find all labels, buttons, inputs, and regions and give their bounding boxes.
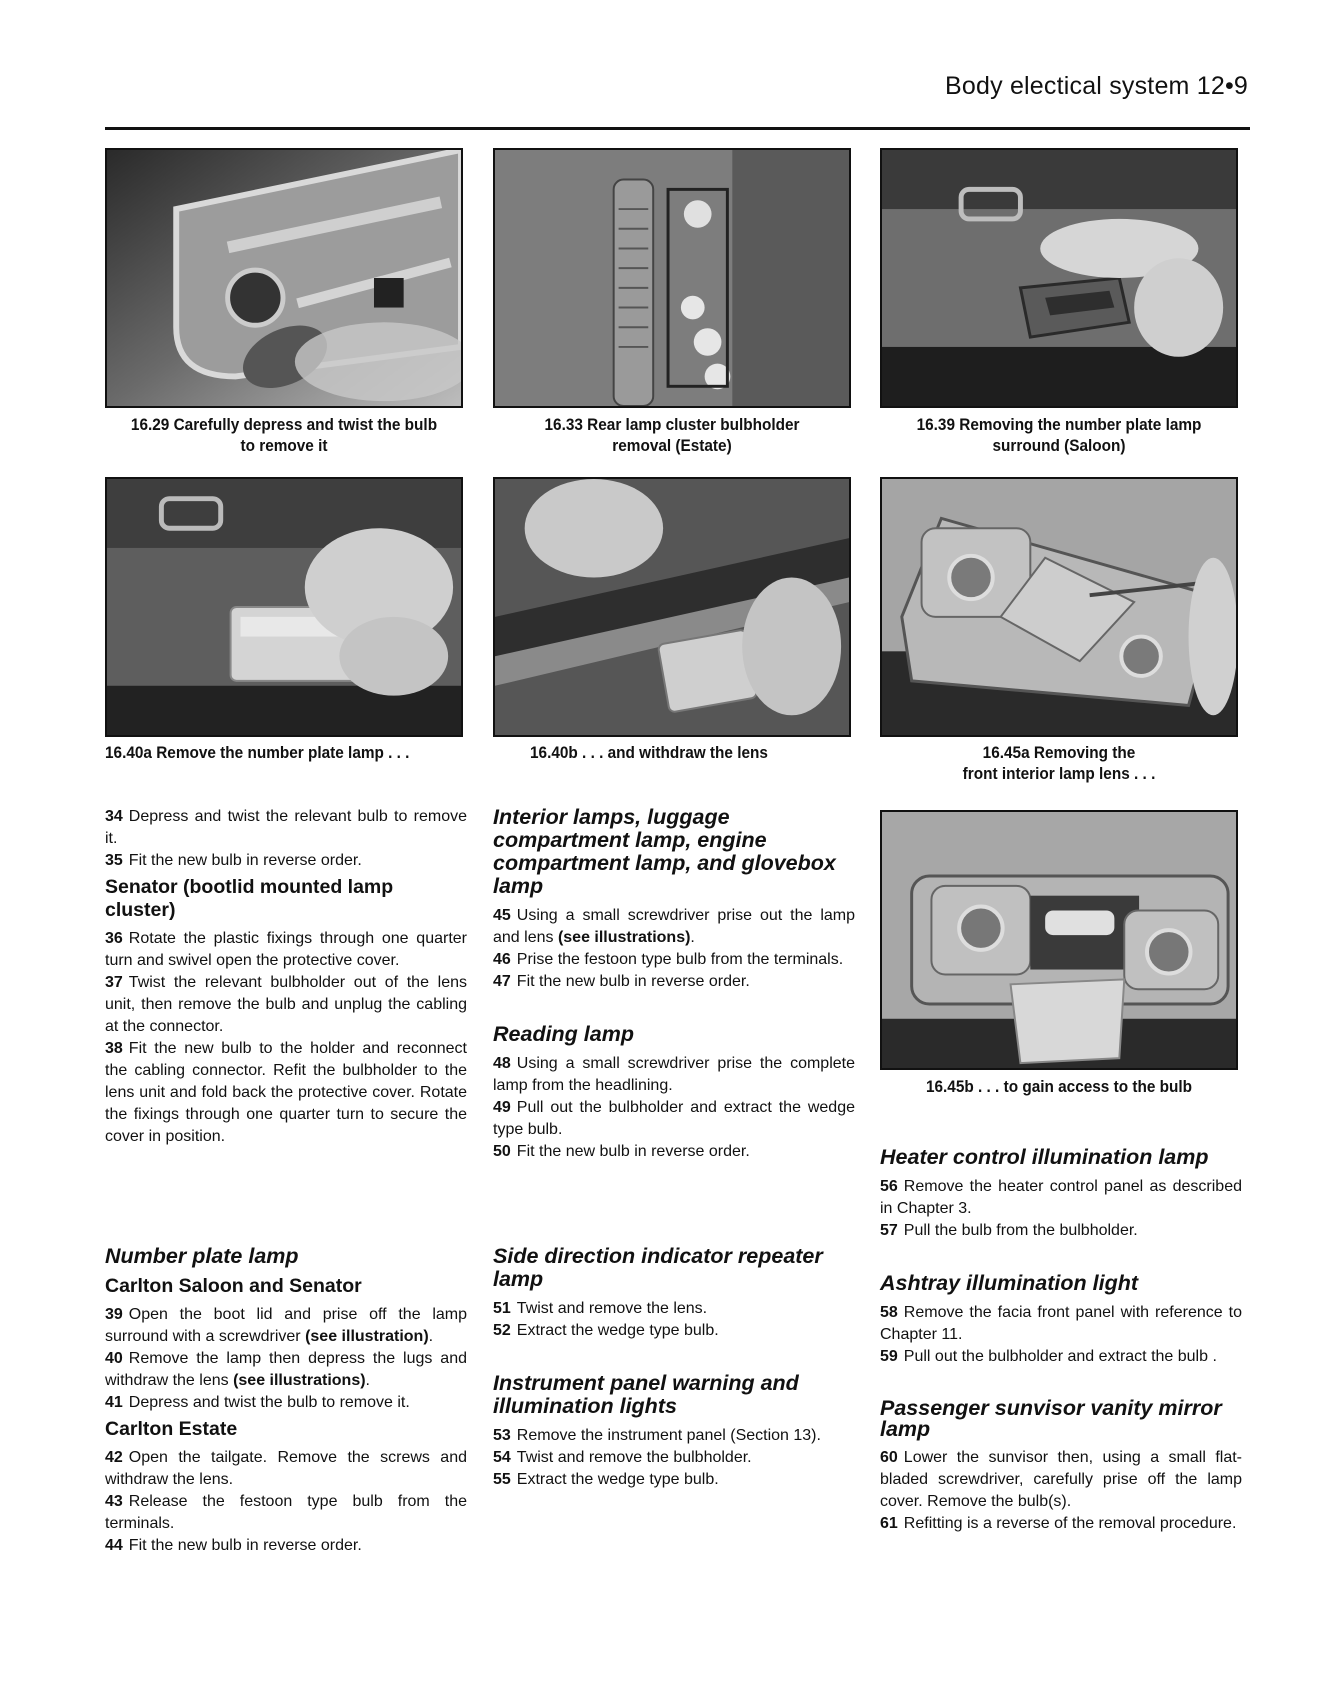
- illustration-reference: (see illustrations): [233, 1372, 366, 1389]
- illustration-reference: (see illustrations): [557, 929, 691, 946]
- column-1: [105, 806, 467, 1148]
- paragraph-47: 47 Fit the new bulb in reverse order.: [493, 973, 750, 990]
- paragraph-57: 57 Pull the bulb from the bulbholder.: [880, 1222, 1138, 1239]
- paragraph-38: 38 Fit the new bulb to the holder and reconnect the cabling connector. Refit the bulbholder to the lens unit and fold back the protective cover. Rotate the fixings through one quarter turn to secure the cover in position.: [105, 1040, 467, 1145]
- sunvisor-heading: Passenger sunvisor vanity mirror lamp: [880, 1396, 1222, 1441]
- caption-line: removal (Estate): [612, 437, 732, 455]
- paragraph-37: 37 Twist the relevant bulbholder out of the lens unit, then remove the bulb and unplug the cabling at the connector.: [105, 974, 467, 1035]
- figure-16-45a-photo: [880, 477, 1238, 737]
- column-2: [493, 806, 855, 1163]
- paragraph-51: 51 Twist and remove the lens.: [493, 1300, 708, 1317]
- caption-line: 16.45b . . . to gain access to the bulb: [925, 1078, 1193, 1096]
- caption-line: 16.33 Rear lamp cluster bulbholder: [544, 416, 800, 434]
- caption-line: 16.40a Remove the number plate lamp . . .: [105, 744, 410, 762]
- side-repeater-heading: Side direction indicator repeater lamp: [493, 1244, 823, 1291]
- figure-16-29-photo: [105, 148, 463, 408]
- figure-16-33-caption: [504, 415, 841, 457]
- figure-16-40a-photo: [105, 477, 463, 737]
- figure-16-40b-caption: [530, 743, 867, 764]
- figure-16-45b-photo: [880, 810, 1238, 1070]
- paragraph-42: 42 Open the tailgate. Remove the screws and withdraw the lens.: [105, 1449, 467, 1488]
- paragraph-59: 59 Pull out the bulbholder and extract the bulb .: [880, 1348, 1217, 1365]
- caption-line: 16.29 Carefully depress and twist the bulb: [130, 416, 438, 434]
- paragraph-41: 41 Depress and twist the bulb to remove it.: [105, 1394, 410, 1411]
- paragraph-43: 43 Release the festoon type bulb from the terminals.: [105, 1493, 467, 1532]
- paragraph-48: 48 Using a small screwdriver prise the complete lamp from the headlining.: [493, 1055, 855, 1094]
- caption-line: 16.39 Removing the number plate lamp: [916, 416, 1202, 434]
- paragraph-36: 36 Rotate the plastic fixings through one quarter turn and swivel open the protective cover.: [105, 930, 467, 969]
- figure-16-45a-caption: [891, 743, 1228, 785]
- paragraph-35: 35 Fit the new bulb in reverse order.: [105, 852, 362, 869]
- column-3: [880, 1146, 1242, 1535]
- paragraph-54: 54 Twist and remove the bulbholder.: [493, 1449, 752, 1466]
- running-head: Body electical system 12•9: [945, 72, 1248, 100]
- paragraph-55: 55 Extract the wedge type bulb.: [493, 1471, 719, 1488]
- paragraph-49: 49 Pull out the bulbholder and extract the wedge type bulb.: [493, 1099, 855, 1138]
- caption-line: 16.40b . . . and withdraw the lens: [530, 744, 768, 762]
- column-1-number-plate: [105, 1245, 467, 1557]
- heater-control-heading: Heater control illumination lamp: [880, 1145, 1209, 1169]
- paragraph-61: 61 Refitting is a reverse of the removal procedure.: [880, 1515, 1237, 1532]
- column-2-lower: [493, 1245, 855, 1491]
- paragraph-34: 34 Depress and twist the relevant bulb to remove it.: [105, 808, 467, 847]
- figure-16-40b-photo: [493, 477, 851, 737]
- ashtray-heading: Ashtray illumination light: [880, 1271, 1139, 1295]
- number-plate-heading: Number plate lamp: [105, 1244, 299, 1268]
- paragraph-52: 52 Extract the wedge type bulb.: [493, 1322, 719, 1339]
- reading-lamp-heading: Reading lamp: [493, 1022, 634, 1046]
- paragraph-44: 44 Fit the new bulb in reverse order.: [105, 1537, 362, 1554]
- figure-16-33-photo: [493, 148, 851, 408]
- figure-16-29-caption: [116, 415, 453, 457]
- paragraph-53: 53 Remove the instrument panel (Section 13).: [493, 1427, 821, 1444]
- paragraph-58: 58 Remove the facia front panel with reference to Chapter 11.: [880, 1304, 1242, 1343]
- paragraph-46: 46 Prise the festoon type bulb from the terminals.: [493, 951, 844, 968]
- caption-line: to remove it: [240, 437, 328, 455]
- illustration-reference: (see illustration): [305, 1328, 429, 1345]
- figure-16-45b-caption: [891, 1077, 1228, 1098]
- figure-16-39-caption: [891, 415, 1228, 457]
- paragraph-40: 40 Remove the lamp then depress the lugs and withdraw the lens (see illustrations).: [105, 1350, 467, 1389]
- interior-lamps-heading: Interior lamps, luggage compartment lamp, engine compartment lamp, and glovebox lamp: [493, 805, 836, 898]
- figure-16-40a-caption: [105, 743, 442, 764]
- paragraph-50: 50 Fit the new bulb in reverse order.: [493, 1143, 750, 1160]
- saloon-subheading: Carlton Saloon and Senator: [105, 1275, 362, 1297]
- caption-line: surround (Saloon): [992, 437, 1126, 455]
- estate-subheading: Carlton Estate: [105, 1418, 238, 1440]
- instrument-panel-heading: Instrument panel warning and illumination lights: [493, 1371, 799, 1418]
- header-rule: [105, 127, 1250, 130]
- paragraph-39: 39 Open the boot lid and prise off the lamp surround with a screwdriver (see illustration).: [105, 1306, 467, 1345]
- figure-16-39-photo: [880, 148, 1238, 408]
- caption-line: 16.45a Removing the: [982, 744, 1136, 762]
- paragraph-45: 45 Using a small screwdriver prise out the lamp and lens (see illustrations).: [493, 907, 855, 946]
- paragraph-56: 56 Remove the heater control panel as described in Chapter 3.: [880, 1178, 1242, 1217]
- paragraph-60: 60 Lower the sunvisor then, using a small flat-bladed screwdriver, carefully prise off the lamp cover. Remove the bulb(s).: [880, 1449, 1242, 1510]
- caption-line: front interior lamp lens . . .: [962, 765, 1156, 783]
- senator-subheading: Senator (bootlid mounted lamp cluster): [105, 876, 394, 921]
